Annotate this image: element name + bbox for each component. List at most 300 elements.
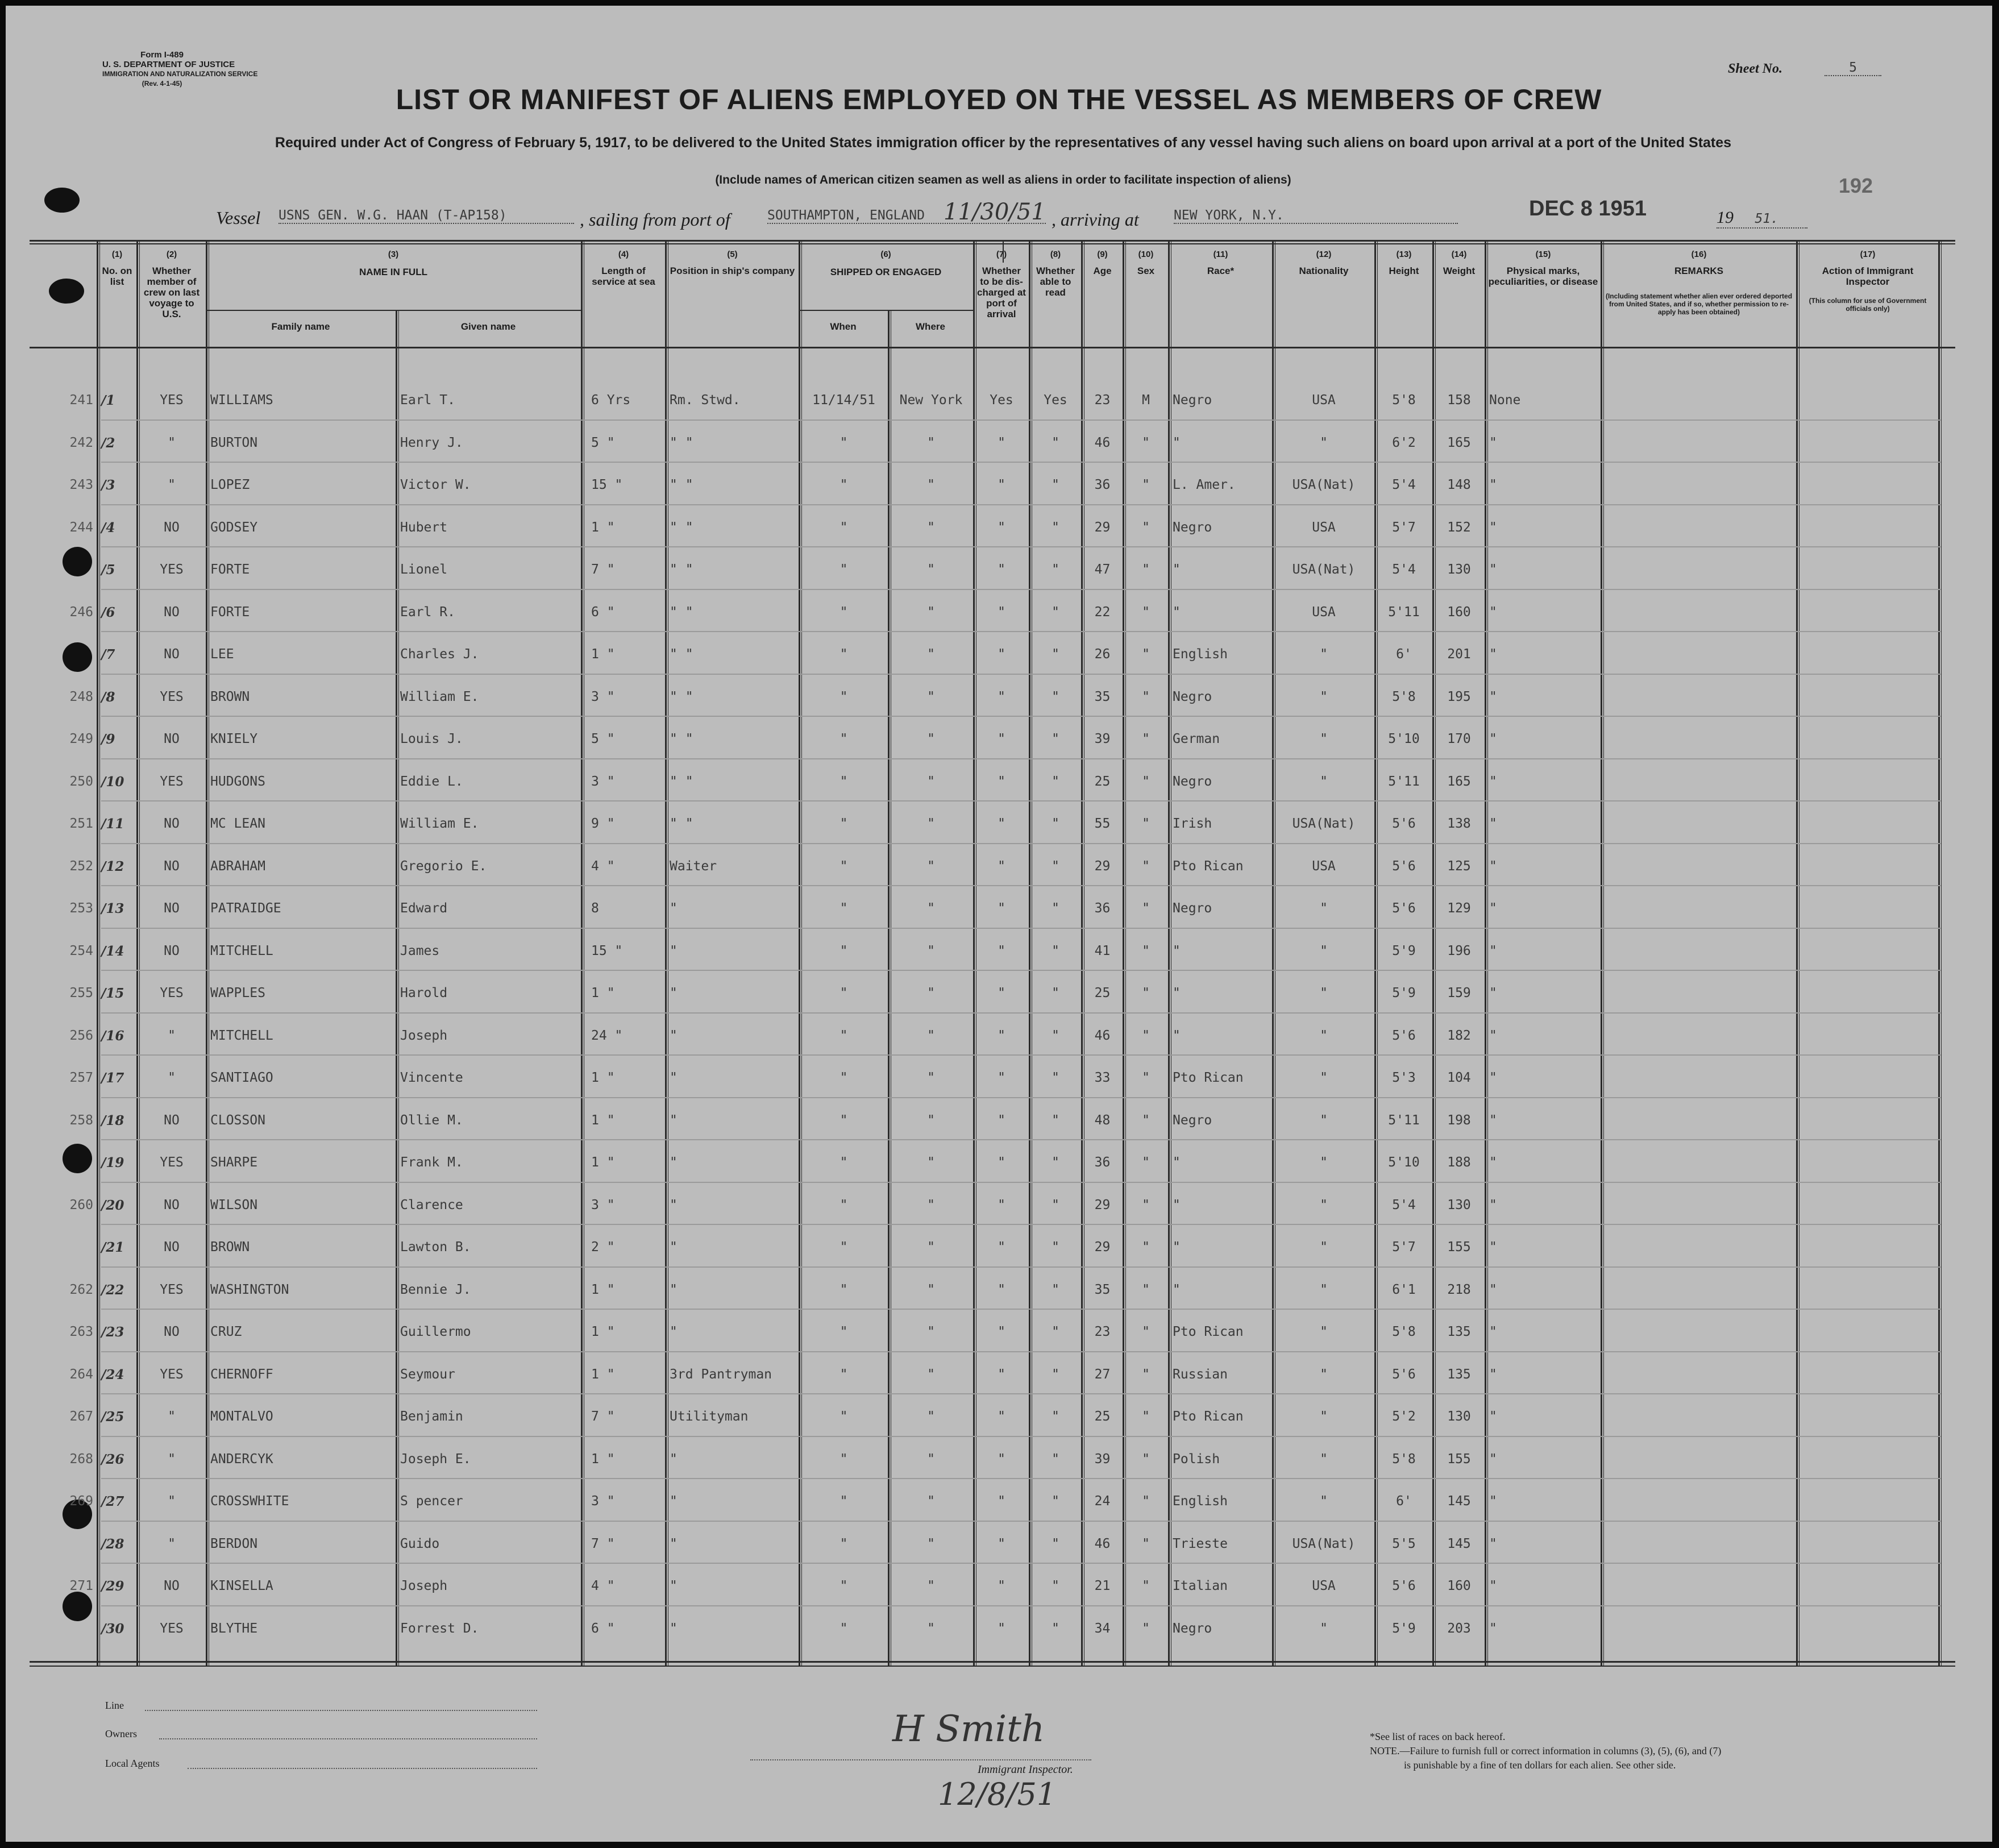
cell-race: English: [1173, 1494, 1228, 1509]
column-divider: [1377, 240, 1378, 1667]
cell-prev: NO: [164, 647, 180, 662]
cell-when: ": [840, 435, 848, 450]
arriving-label: , arriving at: [1052, 209, 1139, 230]
cell-when: ": [840, 647, 848, 662]
cell-where: ": [927, 1579, 935, 1593]
year-prefix: 19: [1717, 208, 1734, 227]
cell-given: S pencer: [400, 1494, 463, 1509]
row-rule: [101, 970, 1941, 971]
column-divider: [799, 240, 800, 1667]
cell-race: ": [1173, 605, 1181, 620]
cell-disch: ": [998, 986, 1005, 1000]
row-rule: [101, 758, 1941, 759]
cell-service: 2 ": [591, 1240, 615, 1255]
cell-sex: ": [1142, 1028, 1150, 1043]
owners-field: [159, 1738, 537, 1739]
column-divider: [1796, 240, 1798, 1667]
cell-disch: ": [998, 1324, 1005, 1339]
cell-marks: ": [1489, 1028, 1497, 1043]
column-number: (12): [1316, 250, 1332, 259]
punch-hole: [49, 279, 84, 304]
cell-sex: ": [1142, 816, 1150, 831]
penalty-note-cont: is punishable by a fine of ten dollars for each alien. See other side.: [1404, 1759, 1676, 1771]
row-rule: [101, 1605, 1941, 1606]
cell-disch: ": [998, 1070, 1005, 1085]
cell-no: /4: [101, 520, 115, 535]
punch-hole: [63, 642, 92, 672]
subheader-family-name: Family name: [271, 321, 330, 332]
cell-marks: ": [1489, 859, 1497, 874]
cell-disch: ": [998, 1494, 1005, 1509]
cell-family: GODSEY: [210, 520, 258, 535]
row-rule: [101, 1351, 1941, 1352]
cell-position: ": [670, 1155, 678, 1170]
cell-race: Negro: [1173, 774, 1212, 789]
cell-where: ": [927, 1282, 935, 1297]
column-header-weight: [1436, 249, 1482, 276]
arrival-year: [1717, 208, 1807, 229]
table-top-border: [30, 240, 1955, 242]
cell-age: 36: [1094, 1155, 1111, 1170]
cell-sex: ": [1142, 859, 1150, 874]
column-header-age: [1084, 249, 1120, 276]
cell-margin: 248: [69, 690, 93, 704]
cell-disch: ": [998, 1028, 1005, 1043]
column-label: Race*: [1207, 265, 1235, 276]
cell-race: Pto Rican: [1173, 1409, 1244, 1424]
page-subtitle-note: (Include names of American citizen seamen as well as aliens in order to facilitate inspection of aliens): [715, 173, 1291, 186]
column-number: (5): [727, 250, 738, 259]
cell-sex: ": [1142, 1324, 1150, 1339]
punch-hole: [63, 1592, 92, 1621]
cell-age: 36: [1094, 477, 1111, 492]
cell-disch: ": [998, 774, 1005, 789]
cell-position: 3rd Pantryman: [670, 1367, 772, 1382]
column-number: (7): [996, 250, 1007, 259]
cell-race: ": [1173, 1282, 1181, 1297]
cell-marks: ": [1489, 562, 1497, 577]
cell-sex: ": [1142, 435, 1150, 450]
column-number: (16): [1691, 250, 1707, 259]
cell-no: /13: [101, 901, 124, 916]
column-divider: [1601, 240, 1602, 1667]
cell-no: /30: [101, 1621, 124, 1637]
column-divider: [1125, 240, 1126, 1667]
subheader-when: When: [830, 321, 857, 332]
cell-age: 29: [1094, 520, 1111, 535]
column-divider: [1485, 240, 1486, 1667]
cell-prev: NO: [164, 1240, 180, 1255]
cell-height: 5'10: [1388, 1155, 1420, 1170]
cell-read: Yes: [1044, 393, 1067, 408]
cell-given: Ollie M.: [400, 1113, 463, 1128]
inspector-label: Immigrant Inspector.: [978, 1763, 1073, 1776]
cell-given: Joseph: [400, 1579, 448, 1593]
cell-prev: YES: [160, 393, 184, 408]
column-header-read: [1032, 249, 1079, 298]
cell-position: ": [670, 1240, 678, 1255]
cell-age: 23: [1094, 393, 1111, 408]
cell-where: New York: [899, 393, 963, 408]
cell-no: /24: [101, 1367, 124, 1382]
cell-height: 5'11: [1388, 1113, 1420, 1128]
cell-family: MC LEAN: [210, 816, 265, 831]
column-header-position: [668, 249, 796, 276]
cell-no: /29: [101, 1579, 124, 1594]
cell-nat: USA: [1312, 1579, 1336, 1593]
cell-weight: 165: [1447, 774, 1471, 789]
cell-race: Negro: [1173, 901, 1212, 916]
cell-nat: ": [1320, 1240, 1328, 1255]
cell-no: /23: [101, 1324, 124, 1340]
cell-when: ": [840, 605, 848, 620]
cell-race: Negro: [1173, 393, 1212, 408]
cell-disch: ": [998, 1155, 1005, 1170]
column-header-sex: [1126, 249, 1166, 276]
penalty-note: NOTE.—Failure to furnish full or correct information in columns (3), (5), (6), and (7): [1370, 1745, 1722, 1756]
column-divider: [136, 240, 138, 1667]
row-rule: [101, 462, 1941, 463]
cell-where: ": [927, 1452, 935, 1467]
cell-weight: 129: [1447, 901, 1471, 916]
cell-when: ": [840, 816, 848, 831]
column-divider: [581, 240, 583, 1667]
cell-marks: ": [1489, 1198, 1497, 1212]
cell-family: WAPPLES: [210, 986, 265, 1000]
cell-margin: 251: [69, 816, 93, 831]
cell-prev: ": [168, 477, 176, 492]
cell-race: L. Amer.: [1173, 477, 1236, 492]
column-label: REMARKS: [1674, 265, 1723, 276]
cell-height: 5'4: [1392, 477, 1416, 492]
cell-margin: 262: [69, 1282, 93, 1297]
cell-marks: ": [1489, 605, 1497, 620]
cell-nat: ": [1320, 901, 1328, 916]
cell-nat: USA: [1312, 520, 1336, 535]
column-label: Sex: [1137, 265, 1155, 276]
column-header-service: [584, 249, 663, 287]
cell-disch: ": [998, 1198, 1005, 1212]
cell-family: WILLIAMS: [210, 393, 273, 408]
cell-race: Italian: [1173, 1579, 1228, 1593]
cell-no: /25: [101, 1409, 124, 1425]
cell-height: 5'6: [1392, 901, 1416, 916]
column-divider: [1168, 240, 1170, 1667]
cell-service: 15 ": [591, 944, 623, 958]
cell-height: 5'6: [1392, 1367, 1416, 1382]
cell-no: /7: [101, 647, 115, 662]
cell-given: Lionel: [400, 562, 448, 577]
cell-age: 46: [1094, 1028, 1111, 1043]
cell-position: " ": [670, 562, 693, 577]
cell-prev: YES: [160, 562, 184, 577]
column-number: (9): [1097, 250, 1108, 259]
cell-when: ": [840, 859, 848, 874]
column-number: (10): [1138, 250, 1154, 259]
cell-race: ": [1173, 435, 1181, 450]
cell-given: Harold: [400, 986, 448, 1000]
cell-read: ": [1052, 520, 1059, 535]
cell-marks: ": [1489, 944, 1497, 958]
cell-weight: 170: [1447, 732, 1471, 746]
cell-family: CLOSSON: [210, 1113, 265, 1128]
cell-disch: ": [998, 1409, 1005, 1424]
cell-marks: ": [1489, 901, 1497, 916]
cell-where: ": [927, 605, 935, 620]
cell-age: 36: [1094, 901, 1111, 916]
line-field: [145, 1710, 537, 1711]
row-rule: [101, 1478, 1941, 1479]
departure-date: 11/30/51: [944, 199, 1046, 225]
row-rule: [101, 1097, 1941, 1098]
cell-nat: ": [1320, 1282, 1328, 1297]
cell-disch: ": [998, 901, 1005, 916]
cell-weight: 203: [1447, 1621, 1471, 1636]
cell-no: /20: [101, 1198, 124, 1213]
subheader-where: Where: [916, 321, 945, 332]
cell-disch: ": [998, 1621, 1005, 1636]
cell-nat: ": [1320, 1155, 1328, 1170]
cell-family: BURTON: [210, 435, 258, 450]
agents-field: [188, 1768, 537, 1769]
cell-no: /2: [101, 435, 115, 451]
cell-marks: ": [1489, 1367, 1497, 1382]
column-label: Action of Immigrant Inspector: [1822, 265, 1914, 287]
cell-when: ": [840, 1324, 848, 1339]
cell-prev: NO: [164, 520, 180, 535]
cell-marks: ": [1489, 986, 1497, 1000]
cell-position: ": [670, 1070, 678, 1085]
cell-when: ": [840, 1282, 848, 1297]
cell-no: /19: [101, 1155, 124, 1170]
cell-service: 7 ": [591, 562, 615, 577]
cell-service: 3 ": [591, 690, 615, 704]
cell-age: 47: [1094, 562, 1111, 577]
cell-height: 5'8: [1392, 690, 1416, 704]
cell-margin: 271: [69, 1579, 93, 1593]
cell-given: Guillermo: [400, 1324, 471, 1339]
cell-nat: USA(Nat): [1292, 562, 1356, 577]
cell-where: ": [927, 1367, 935, 1382]
column-number: (4): [618, 250, 629, 259]
inspector-signature: H Smith: [892, 1708, 1045, 1750]
column-number: (8): [1050, 250, 1061, 259]
cell-service: 1 ": [591, 1155, 615, 1170]
cell-when: ": [840, 774, 848, 789]
cell-marks: ": [1489, 435, 1497, 450]
column-divider: [97, 240, 98, 1667]
cell-no: /21: [101, 1240, 124, 1255]
cell-height: 5'6: [1392, 1579, 1416, 1593]
row-rule: [101, 1182, 1941, 1183]
punch-hole: [63, 547, 92, 576]
cell-margin: 252: [69, 859, 93, 874]
cell-read: ": [1052, 816, 1059, 831]
cell-height: 5'7: [1392, 520, 1416, 535]
cell-read: ": [1052, 605, 1059, 620]
cell-when: ": [840, 1198, 848, 1212]
column-divider: [888, 310, 890, 1667]
cell-prev: ": [168, 435, 176, 450]
cell-weight: 145: [1447, 1494, 1471, 1509]
cell-position: ": [670, 901, 678, 916]
cell-where: ": [927, 901, 935, 916]
cell-disch: ": [998, 647, 1005, 662]
cell-read: ": [1052, 986, 1059, 1000]
cell-when: ": [840, 1452, 848, 1467]
cell-age: 25: [1094, 774, 1111, 789]
cell-margin: 258: [69, 1113, 93, 1128]
cell-read: ": [1052, 1409, 1059, 1424]
cell-marks: ": [1489, 1494, 1497, 1509]
column-label: Whether member of crew on last voyage to U.S.: [143, 265, 200, 319]
cell-race: ": [1173, 562, 1181, 577]
name-subheader-line: [206, 310, 581, 311]
cell-position: " ": [670, 520, 693, 535]
cell-service: 3 ": [591, 774, 615, 789]
agents-label: Local Agents: [105, 1758, 160, 1769]
column-divider: [1029, 240, 1030, 1667]
cell-age: 29: [1094, 1240, 1111, 1255]
cell-nat: ": [1320, 1367, 1328, 1382]
column-divider: [1272, 240, 1274, 1667]
cell-age: 34: [1094, 1621, 1111, 1636]
cell-position: ": [670, 1452, 678, 1467]
cell-prev: YES: [160, 690, 184, 704]
cell-sex: ": [1142, 1155, 1150, 1170]
column-header-marks: [1488, 249, 1598, 287]
cell-family: CHERNOFF: [210, 1367, 273, 1382]
cell-race: Polish: [1173, 1452, 1220, 1467]
cell-where: ": [927, 732, 935, 746]
cell-given: Joseph E.: [400, 1452, 471, 1467]
line-label: Line: [105, 1700, 124, 1711]
cell-height: 5'4: [1392, 562, 1416, 577]
cell-marks: ": [1489, 690, 1497, 704]
cell-nat: USA(Nat): [1292, 477, 1356, 492]
cell-height: 5'5: [1392, 1536, 1416, 1551]
cell-race: ": [1173, 1028, 1181, 1043]
cell-when: ": [840, 986, 848, 1000]
cell-weight: 125: [1447, 859, 1471, 874]
row-rule: [101, 1012, 1941, 1014]
row-rule: [101, 1309, 1941, 1310]
cell-disch: ": [998, 477, 1005, 492]
cell-height: 5'9: [1392, 944, 1416, 958]
cell-where: ": [927, 562, 935, 577]
cell-family: BROWN: [210, 690, 250, 704]
cell-family: MITCHELL: [210, 1028, 273, 1043]
cell-disch: ": [998, 1367, 1005, 1382]
column-divider: [973, 240, 975, 1667]
cell-position: " ": [670, 690, 693, 704]
cell-where: ": [927, 1621, 935, 1636]
cell-weight: 104: [1447, 1070, 1471, 1085]
cell-prev: NO: [164, 901, 180, 916]
cell-margin: 241: [69, 393, 93, 408]
cell-read: ": [1052, 1282, 1059, 1297]
cell-race: Russian: [1173, 1367, 1228, 1382]
cell-margin: 253: [69, 901, 93, 916]
cell-margin: 267: [69, 1409, 93, 1424]
cell-margin: 256: [69, 1028, 93, 1043]
cell-disch: ": [998, 944, 1005, 958]
cell-prev: NO: [164, 1324, 180, 1339]
cell-margin: 269: [69, 1494, 93, 1509]
cell-read: ": [1052, 1028, 1059, 1043]
cell-marks: ": [1489, 1621, 1497, 1636]
cell-weight: 148: [1447, 477, 1471, 492]
cell-nat: USA(Nat): [1292, 816, 1356, 831]
cell-sex: ": [1142, 1282, 1150, 1297]
cell-no: /6: [101, 605, 115, 620]
cell-race: Pto Rican: [1173, 859, 1244, 874]
cell-height: 5'2: [1392, 1409, 1416, 1424]
cell-age: 21: [1094, 1579, 1111, 1593]
cell-nat: ": [1320, 647, 1328, 662]
cell-given: Joseph: [400, 1028, 448, 1043]
column-label: No. on list: [102, 265, 132, 287]
cell-position: ": [670, 1198, 678, 1212]
cell-no: /14: [101, 944, 124, 959]
cell-marks: ": [1489, 1155, 1497, 1170]
cell-age: 25: [1094, 986, 1111, 1000]
cell-age: 46: [1094, 1536, 1111, 1551]
cell-when: ": [840, 1070, 848, 1085]
cell-age: 29: [1094, 1198, 1111, 1212]
cell-prev: NO: [164, 1113, 180, 1128]
column-divider: [1432, 240, 1434, 1667]
cell-race: ": [1173, 1240, 1181, 1255]
cell-position: Waiter: [670, 859, 717, 874]
cell-marks: ": [1489, 1536, 1497, 1551]
cell-when: ": [840, 690, 848, 704]
cell-read: ": [1052, 435, 1059, 450]
cell-where: ": [927, 1155, 935, 1170]
cell-disch: ": [998, 605, 1005, 620]
column-label: Length of service at sea: [592, 265, 655, 287]
cell-service: 1 ": [591, 1324, 615, 1339]
cell-where: ": [927, 859, 935, 874]
cell-nat: ": [1320, 1494, 1328, 1509]
cell-disch: ": [998, 690, 1005, 704]
cell-when: ": [840, 1579, 848, 1593]
cell-service: 24 ": [591, 1028, 623, 1043]
column-header-nat: [1275, 249, 1372, 276]
cell-service: 1 ": [591, 647, 615, 662]
cell-marks: ": [1489, 1409, 1497, 1424]
races-note: *See list of races on back hereof.: [1370, 1731, 1506, 1742]
sheet-number-label: Sheet No.: [1728, 61, 1782, 76]
column-number: (2): [166, 250, 177, 259]
column-divider: [1081, 240, 1083, 1667]
stamp-number: 192: [1839, 174, 1873, 197]
cell-prev: YES: [160, 1367, 184, 1382]
cell-weight: 198: [1447, 1113, 1471, 1128]
cell-margin: 263: [69, 1324, 93, 1339]
cell-where: ": [927, 1324, 935, 1339]
cell-family: BERDON: [210, 1536, 258, 1551]
cell-given: Gregorio E.: [400, 859, 487, 874]
cell-sex: ": [1142, 1409, 1150, 1424]
row-rule: [101, 1224, 1941, 1225]
cell-no: /15: [101, 986, 124, 1001]
cell-family: LOPEZ: [210, 477, 250, 492]
cell-position: Rm. Stwd.: [670, 393, 741, 408]
cell-weight: 135: [1447, 1324, 1471, 1339]
cell-when: 11/14/51: [812, 393, 875, 408]
cell-race: ": [1173, 1198, 1181, 1212]
